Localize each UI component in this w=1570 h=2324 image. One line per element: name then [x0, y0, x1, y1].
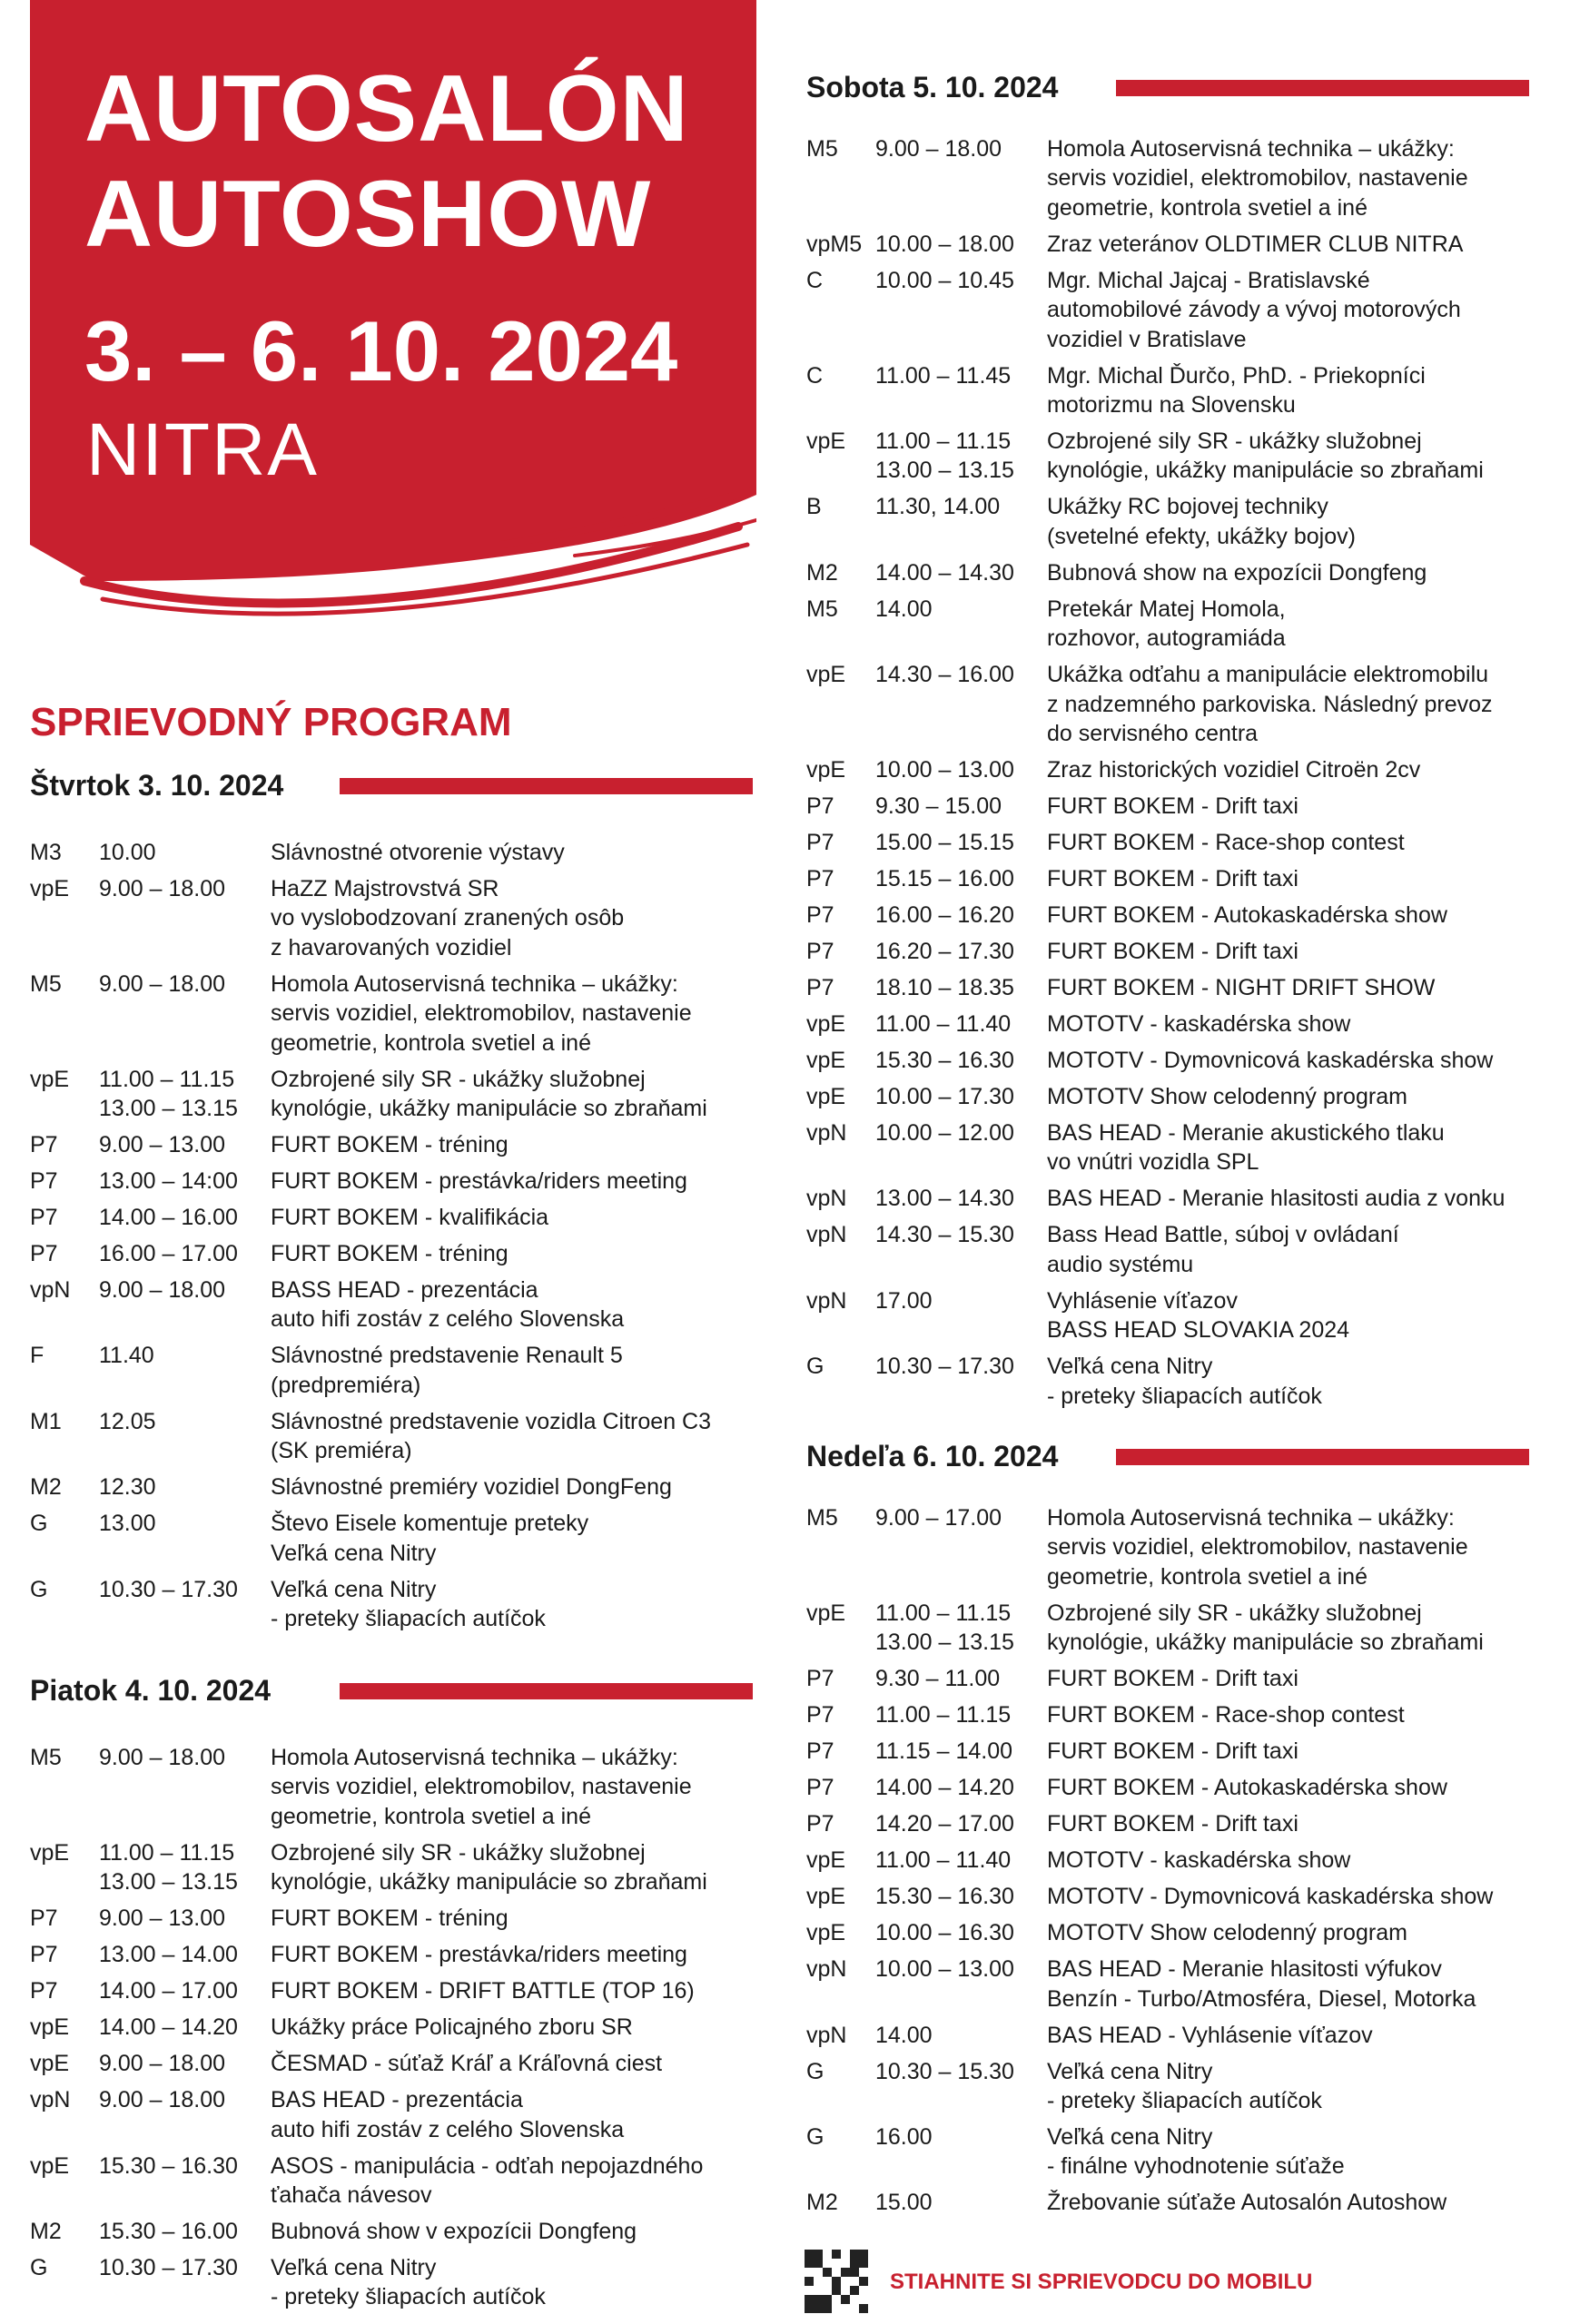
location-code: vpN [806, 2022, 847, 2048]
schedule-row [806, 1918, 1529, 1947]
location-code: vpM5 [806, 231, 863, 257]
schedule-row [806, 1882, 1529, 1911]
location-code: vpE [30, 1839, 70, 1866]
location-code: G [30, 1511, 48, 1537]
day-divider-bar [340, 778, 753, 794]
time-range: 15.00 – 15.15 [875, 830, 1014, 856]
event-description: Slávnostné predstavenie Renault 5 (predpremiéra) [271, 1343, 623, 1398]
location-code: G [30, 1576, 48, 1602]
time-range: 14.00 – 14.20 [99, 2014, 238, 2041]
schedule-row [806, 755, 1529, 784]
event-description: Vyhlásenie víťazov BASS HEAD SLOVAKIA 2024 [1047, 1287, 1350, 1344]
time-range: 9.00 – 18.00 [99, 970, 226, 997]
schedule-row [30, 1130, 753, 1159]
event-description: Bass Head Battle, súboj v ovládaní audio systému [1047, 1222, 1399, 1277]
time-range: 14.00 [875, 596, 933, 622]
time-range: 9.00 – 13.00 [99, 1132, 226, 1158]
schedule-row [30, 2049, 753, 2078]
day-sunday [806, 1438, 1529, 2224]
schedule-row [806, 1118, 1529, 1177]
event-description: MOTOTV Show celodenný program [1047, 1084, 1407, 1110]
time-range: 14.00 [875, 2022, 933, 2048]
time-range: 10.00 – 18.00 [875, 231, 1014, 257]
event-description: Mgr. Michal Jajcaj - Bratislavské automobilové závody a vývoj motorových vozidiel v Bratislave [1047, 267, 1461, 352]
location-code: vpN [806, 1956, 847, 1983]
location-code: P7 [30, 1132, 58, 1158]
schedule-row [806, 1286, 1529, 1345]
event-description: Mgr. Michal Ďurčo, PhD. - Priekopníci motorizmu na Slovensku [1047, 362, 1426, 419]
schedule-row [30, 1472, 753, 1502]
day-divider-bar [1116, 80, 1529, 96]
event-description: ASOS - manipulácia - odťah nepojazdného ťahača návesov [271, 2152, 704, 2209]
time-range: 16.00 [875, 2124, 933, 2151]
event-city: NITRA [86, 409, 319, 491]
event-description: BAS HEAD - Vyhlásenie víťazov [1047, 2022, 1373, 2048]
event-description: MOTOTV - kaskadérska show [1047, 1847, 1351, 1874]
schedule-row [806, 266, 1529, 354]
time-range: 9.00 – 18.00 [875, 136, 1002, 162]
schedule-row [30, 1167, 753, 1196]
event-description: Veľká cena Nitry - preteky šliapacích autíčok [1047, 2058, 1322, 2114]
event-description: FURT BOKEM - Autokaskadérska show [1047, 1775, 1447, 1801]
time-range: 15.15 – 16.00 [875, 866, 1014, 892]
time-range: 10.00 – 13.00 [875, 1956, 1014, 1983]
location-code: M3 [30, 840, 62, 865]
schedule-row [30, 2253, 753, 2312]
event-description: Homola Autoservisná technika – ukážky: servis vozidiel, elektromobilov, nastavenie geometrie, kontrola svetiel a iné [271, 970, 692, 1056]
location-code: P7 [806, 1775, 834, 1801]
event-description: ČESMAD - súťaž Kráľ a Kráľovná ciest [271, 2051, 663, 2077]
time-range: 18.10 – 18.35 [875, 975, 1014, 1001]
location-code: vpN [30, 1277, 71, 1304]
location-code: P7 [30, 1205, 58, 1231]
event-description: MOTOTV - Dymovnicová kaskadérska show [1047, 1884, 1494, 1910]
location-code: P7 [30, 1168, 58, 1195]
location-code: P7 [806, 902, 834, 929]
event-description: Ukážka odťahu a manipulácie elektromobilu z nadzemného parkoviska. Následný prevoz do servisného centra [1047, 662, 1493, 747]
location-code: vpE [806, 1847, 846, 1874]
schedule-row [806, 864, 1529, 893]
location-code: M2 [30, 1474, 62, 1501]
location-code: vpN [806, 1120, 847, 1147]
schedule-row [806, 1184, 1529, 1213]
location-code: vpE [30, 2014, 70, 2041]
time-range: 11.15 – 14.00 [875, 1738, 1013, 1765]
schedule-row [30, 1275, 753, 1334]
time-range: 15.00 [875, 2190, 933, 2216]
event-description: MOTOTV Show celodenný program [1047, 1920, 1407, 1946]
program-heading: SPRIEVODNÝ PROGRAM [30, 700, 512, 744]
location-code: vpE [806, 1011, 846, 1038]
schedule-row [806, 361, 1529, 420]
schedule-row [806, 2188, 1529, 2217]
location-code: G [806, 1354, 824, 1380]
location-code: G [30, 2255, 48, 2281]
event-description: Bubnová show v expozícii Dongfeng [271, 2219, 637, 2245]
time-range: 13.00 – 14:00 [99, 1168, 238, 1195]
location-code: P7 [30, 1978, 58, 2004]
event-description: FURT BOKEM - tréning [271, 1241, 509, 1267]
time-range: 11.00 – 11.15 13.00 – 13.15 [875, 428, 1014, 484]
event-description: MOTOTV - kaskadérska show [1047, 1011, 1351, 1038]
schedule-row [806, 2122, 1529, 2181]
location-code: vpE [806, 757, 846, 783]
schedule-row [806, 1009, 1529, 1039]
location-code: G [806, 2124, 824, 2151]
location-code: P7 [806, 1811, 834, 1837]
location-code: vpE [806, 1884, 846, 1910]
day-saturday [806, 69, 1529, 1418]
time-range: 9.30 – 11.00 [875, 1666, 1001, 1692]
event-description: Slávnostné predstavenie vozidla Citroen C3 (SK premiéra) [271, 1408, 711, 1464]
time-range: 17.00 [875, 1287, 933, 1314]
schedule-row [806, 558, 1529, 587]
time-range: 15.30 – 16.00 [99, 2219, 238, 2245]
schedule-row [30, 2217, 753, 2246]
schedule-row [806, 792, 1529, 821]
location-code: F [30, 1343, 44, 1369]
event-description: FURT BOKEM - Drift taxi [1047, 1811, 1298, 1837]
event-description: FURT BOKEM - tréning [271, 1905, 509, 1932]
title-line-1: AUTOSALÓN [84, 56, 689, 162]
location-code: P7 [806, 830, 834, 856]
event-description: Slávnostné premiéry vozidiel DongFeng [271, 1474, 672, 1501]
location-code: vpN [806, 1186, 847, 1212]
event-description: Slávnostné otvorenie výstavy [271, 840, 565, 865]
schedule-row [806, 2057, 1529, 2116]
schedule-list [30, 1743, 753, 2312]
event-description: Veľká cena Nitry - preteky šliapacích autíčok [271, 2255, 546, 2310]
schedule-row [806, 1220, 1529, 1279]
location-code: M2 [806, 559, 838, 586]
schedule-row [806, 1773, 1529, 1802]
schedule-row [30, 1838, 753, 1897]
time-range: 11.00 – 11.15 13.00 – 13.15 [875, 1600, 1014, 1656]
time-range: 9.00 – 18.00 [99, 1277, 226, 1304]
location-code: M5 [30, 970, 62, 997]
time-range: 15.30 – 16.30 [99, 2152, 238, 2179]
location-code: M5 [806, 1505, 838, 1531]
event-description: FURT BOKEM - Drift taxi [1047, 1666, 1298, 1692]
schedule-row [806, 134, 1529, 222]
event-description: FURT BOKEM - Autokaskadérska show [1047, 902, 1447, 929]
location-code: vpE [30, 2051, 70, 2077]
location-code: M5 [806, 596, 838, 622]
time-range: 10.00 – 12.00 [875, 1120, 1014, 1147]
event-description: Pretekár Matej Homola, rozhovor, autogramiáda [1047, 596, 1286, 652]
schedule-row [30, 1743, 753, 1831]
schedule-row [806, 973, 1529, 1002]
location-code: P7 [806, 866, 834, 892]
time-range: 9.00 – 18.00 [99, 2087, 226, 2113]
event-description: BAS HEAD - Meranie hlasitosti audia z vonku [1047, 1186, 1506, 1212]
location-code: vpE [30, 2152, 70, 2179]
day-title: Sobota 5. 10. 2024 [806, 71, 1059, 103]
schedule-row [30, 2152, 753, 2211]
location-code: G [806, 2058, 824, 2084]
schedule-row [30, 1203, 753, 1232]
event-description: Homola Autoservisná technika – ukážky: servis vozidiel, elektromobilov, nastavenie geometrie, kontrola svetiel a iné [1047, 136, 1468, 221]
event-description: FURT BOKEM - Drift taxi [1047, 793, 1298, 820]
time-range: 11.40 [99, 1343, 154, 1369]
schedule-row [30, 1407, 753, 1466]
event-description: Zraz veteránov OLDTIMER CLUB NITRA [1047, 231, 1464, 257]
location-code: C [806, 362, 824, 389]
location-code: vpE [806, 1084, 846, 1110]
event-description: Bubnová show na expozícii Dongfeng [1047, 559, 1427, 586]
event-description: Ozbrojené sily SR - ukážky služobnej kynológie, ukážky manipulácie so zbraňami [271, 1839, 707, 1896]
schedule-row [806, 427, 1529, 486]
schedule-row [30, 2013, 753, 2042]
event-description: Homola Autoservisná technika – ukážky: servis vozidiel, elektromobilov, nastavenie geometrie, kontrola svetiel a iné [1047, 1505, 1468, 1590]
schedule-row [30, 838, 753, 867]
schedule-row [806, 1955, 1529, 2014]
time-range: 12.30 [99, 1474, 156, 1501]
location-code: vpN [806, 1222, 847, 1248]
location-code: P7 [806, 1702, 834, 1728]
time-range: 9.00 – 13.00 [99, 1905, 226, 1932]
location-code: P7 [30, 1942, 58, 1968]
schedule-row [806, 492, 1529, 551]
location-code: vpE [806, 428, 846, 455]
location-code: M2 [30, 2219, 62, 2245]
event-description: FURT BOKEM - kvalifikácia [271, 1205, 549, 1231]
time-range: 10.00 [99, 840, 156, 865]
schedule-row [30, 1940, 753, 1969]
event-description: FURT BOKEM - Drift taxi [1047, 939, 1298, 965]
location-code: vpE [806, 1600, 846, 1626]
location-code: vpN [806, 1287, 847, 1314]
time-range: 16.00 – 16.20 [875, 902, 1014, 929]
schedule-row [806, 1809, 1529, 1838]
time-range: 14.00 – 14.30 [875, 559, 1014, 586]
time-range: 15.30 – 16.30 [875, 1884, 1014, 1910]
time-range: 15.30 – 16.30 [875, 1048, 1014, 1074]
title-line-2: AUTOSHOW [84, 162, 652, 267]
location-code: P7 [30, 1241, 58, 1267]
schedule-row [30, 2085, 753, 2144]
day-header [806, 69, 1529, 114]
location-code: M5 [806, 136, 838, 162]
day-divider-bar [1116, 1449, 1529, 1465]
schedule-row [806, 1082, 1529, 1111]
location-code: M5 [30, 1745, 62, 1770]
day-header [806, 1438, 1529, 1483]
schedule-row [30, 970, 753, 1058]
day-divider-bar [340, 1683, 753, 1699]
day-friday [30, 1672, 753, 2319]
event-description: Ukážky RC bojovej techniky (svetelné efekty, ukážky bojov) [1047, 494, 1356, 549]
schedule-row [30, 874, 753, 962]
event-description: Žrebovanie súťaže Autosalón Autoshow [1047, 2190, 1447, 2216]
location-code: vpE [30, 1066, 70, 1092]
event-description: BAS HEAD - Meranie hlasitosti výfukov Benzín - Turbo/Atmosféra, Diesel, Motorka [1047, 1956, 1476, 2012]
download-app-text[interactable]: STIAHNITE SI SPRIEVODCU DO MOBILU [890, 2270, 1313, 2294]
schedule-row [806, 1503, 1529, 1591]
schedule-row [30, 1509, 753, 1568]
event-description: Števo Eisele komentuje preteky Veľká cena Nitry [271, 1511, 589, 1566]
time-range: 10.00 – 10.45 [875, 267, 1014, 293]
schedule-row [806, 595, 1529, 654]
time-range: 10.00 – 16.30 [875, 1920, 1014, 1946]
event-description: FURT BOKEM - Drift taxi [1047, 866, 1298, 892]
schedule-row [806, 828, 1529, 857]
location-code: P7 [806, 1738, 834, 1765]
day-header [30, 767, 753, 812]
time-range: 10.30 – 15.30 [875, 2058, 1014, 2084]
day-thursday [30, 767, 753, 1640]
day-title: Štvrtok 3. 10. 2024 [30, 769, 284, 802]
schedule-row [30, 1065, 753, 1124]
event-description: FURT BOKEM - Race-shop contest [1047, 830, 1405, 856]
header-banner [30, 0, 756, 635]
location-code: B [806, 494, 822, 520]
schedule-row [806, 1846, 1529, 1875]
time-range: 9.00 – 18.00 [99, 1745, 226, 1770]
time-range: 13.00 – 14.30 [875, 1186, 1014, 1212]
event-description: Ukážky práce Policajného zboru SR [271, 2014, 633, 2041]
time-range: 14.00 – 16.00 [99, 1205, 238, 1231]
event-description: Veľká cena Nitry - finálne vyhodnotenie súťaže [1047, 2124, 1345, 2180]
location-code: P7 [30, 1905, 58, 1932]
event-description: Ozbrojené sily SR - ukážky služobnej kynológie, ukážky manipulácie so zbraňami [271, 1066, 707, 1122]
location-code: M2 [806, 2190, 838, 2216]
time-range: 9.00 – 18.00 [99, 876, 226, 901]
location-code: P7 [806, 793, 834, 820]
event-description: FURT BOKEM - tréning [271, 1132, 509, 1158]
time-range: 16.00 – 17.00 [99, 1241, 238, 1267]
time-range: 11.00 – 11.15 [875, 1702, 1012, 1728]
location-code: P7 [806, 939, 834, 965]
event-description: HaZZ Majstrovstvá SR vo vyslobodzovaní zranených osôb z havarovaných vozidiel [271, 876, 625, 960]
event-description: FURT BOKEM - prestávka/riders meeting [271, 1168, 687, 1195]
time-range: 16.20 – 17.30 [875, 939, 1014, 965]
time-range: 9.00 – 17.00 [875, 1505, 1002, 1531]
time-range: 14.30 – 16.00 [875, 662, 1014, 688]
location-code: vpE [806, 1048, 846, 1074]
event-description: BAS HEAD - prezentácia auto hifi zostáv z celého Slovenska [271, 2087, 625, 2142]
schedule-row [806, 1599, 1529, 1658]
time-range: 11.00 – 11.45 [875, 362, 1012, 389]
schedule-row [30, 1575, 753, 1634]
event-description: Ozbrojené sily SR - ukážky služobnej kynológie, ukážky manipulácie so zbraňami [1047, 1600, 1484, 1656]
event-description: BASS HEAD - prezentácia auto hifi zostáv z celého Slovenska [271, 1277, 625, 1333]
time-range: 10.30 – 17.30 [99, 2255, 238, 2281]
schedule-row [806, 230, 1529, 259]
time-range: 11.00 – 11.15 13.00 – 13.15 [99, 1839, 238, 1896]
time-range: 12.05 [99, 1408, 156, 1434]
day-title: Nedeľa 6. 10. 2024 [806, 1440, 1059, 1472]
schedule-row [806, 901, 1529, 930]
event-description: BAS HEAD - Meranie akustického tlaku vo vnútri vozidla SPL [1047, 1120, 1445, 1176]
location-code: M1 [30, 1408, 62, 1434]
location-code: vpE [806, 1920, 846, 1946]
schedule-list [30, 838, 753, 1633]
schedule-row [806, 1352, 1529, 1411]
time-range: 10.30 – 17.30 [875, 1354, 1014, 1380]
schedule-list [806, 134, 1529, 1411]
time-range: 10.00 – 17.30 [875, 1084, 1014, 1110]
schedule-row [806, 937, 1529, 966]
event-description: Homola Autoservisná technika – ukážky: servis vozidiel, elektromobilov, nastavenie geometrie, kontrola svetiel a iné [271, 1745, 692, 1829]
event-description: Ozbrojené sily SR - ukážky služobnej kynológie, ukážky manipulácie so zbraňami [1047, 428, 1484, 484]
schedule-row [30, 1976, 753, 2005]
schedule-list [806, 1503, 1529, 2218]
location-code: vpE [806, 662, 846, 688]
schedule-row [806, 1700, 1529, 1729]
event-description: FURT BOKEM - NIGHT DRIFT SHOW [1047, 975, 1436, 1001]
location-code: vpN [30, 2087, 71, 2113]
event-description: Veľká cena Nitry - preteky šliapacích autíčok [1047, 1354, 1322, 1409]
time-range: 11.30, 14.00 [875, 494, 1001, 520]
schedule-row [806, 2021, 1529, 2050]
event-description: MOTOTV - Dymovnicová kaskadérska show [1047, 1048, 1494, 1074]
time-range: 14.00 – 17.00 [99, 1978, 238, 2004]
schedule-row [806, 1046, 1529, 1075]
schedule-row [806, 660, 1529, 748]
location-code: P7 [806, 1666, 834, 1692]
location-code: C [806, 267, 824, 293]
event-description: FURT BOKEM - DRIFT BATTLE (TOP 16) [271, 1978, 695, 2004]
schedule-row [806, 1664, 1529, 1693]
schedule-row [30, 1341, 753, 1400]
time-range: 11.00 – 11.15 13.00 – 13.15 [99, 1066, 238, 1122]
schedule-row [30, 1239, 753, 1268]
location-code: vpE [30, 876, 70, 901]
schedule-row [806, 1737, 1529, 1766]
event-description: FURT BOKEM - Race-shop contest [1047, 1702, 1405, 1728]
time-range: 10.30 – 17.30 [99, 1576, 238, 1602]
time-range: 10.00 – 13.00 [875, 757, 1014, 783]
time-range: 14.20 – 17.00 [875, 1811, 1014, 1837]
day-header [30, 1672, 753, 1718]
time-range: 11.00 – 11.40 [875, 1847, 1012, 1874]
time-range: 14.00 – 14.20 [875, 1775, 1014, 1801]
time-range: 14.30 – 15.30 [875, 1222, 1014, 1248]
time-range: 9.30 – 15.00 [875, 793, 1002, 820]
event-description: FURT BOKEM - prestávka/riders meeting [271, 1942, 687, 1968]
event-dates: 3. – 6. 10. 2024 [84, 303, 678, 399]
event-description: Zraz historických vozidiel Citroën 2cv [1047, 757, 1421, 783]
event-description: Veľká cena Nitry - preteky šliapacích autíčok [271, 1576, 546, 1632]
qr-code-icon[interactable] [805, 2250, 868, 2313]
time-range: 13.00 [99, 1511, 156, 1537]
location-code: P7 [806, 975, 834, 1001]
time-range: 13.00 – 14.00 [99, 1942, 238, 1968]
schedule-row [30, 1904, 753, 1933]
event-description: FURT BOKEM - Drift taxi [1047, 1738, 1298, 1765]
time-range: 9.00 – 18.00 [99, 2051, 226, 2077]
time-range: 11.00 – 11.40 [875, 1011, 1012, 1038]
day-title: Piatok 4. 10. 2024 [30, 1674, 272, 1707]
